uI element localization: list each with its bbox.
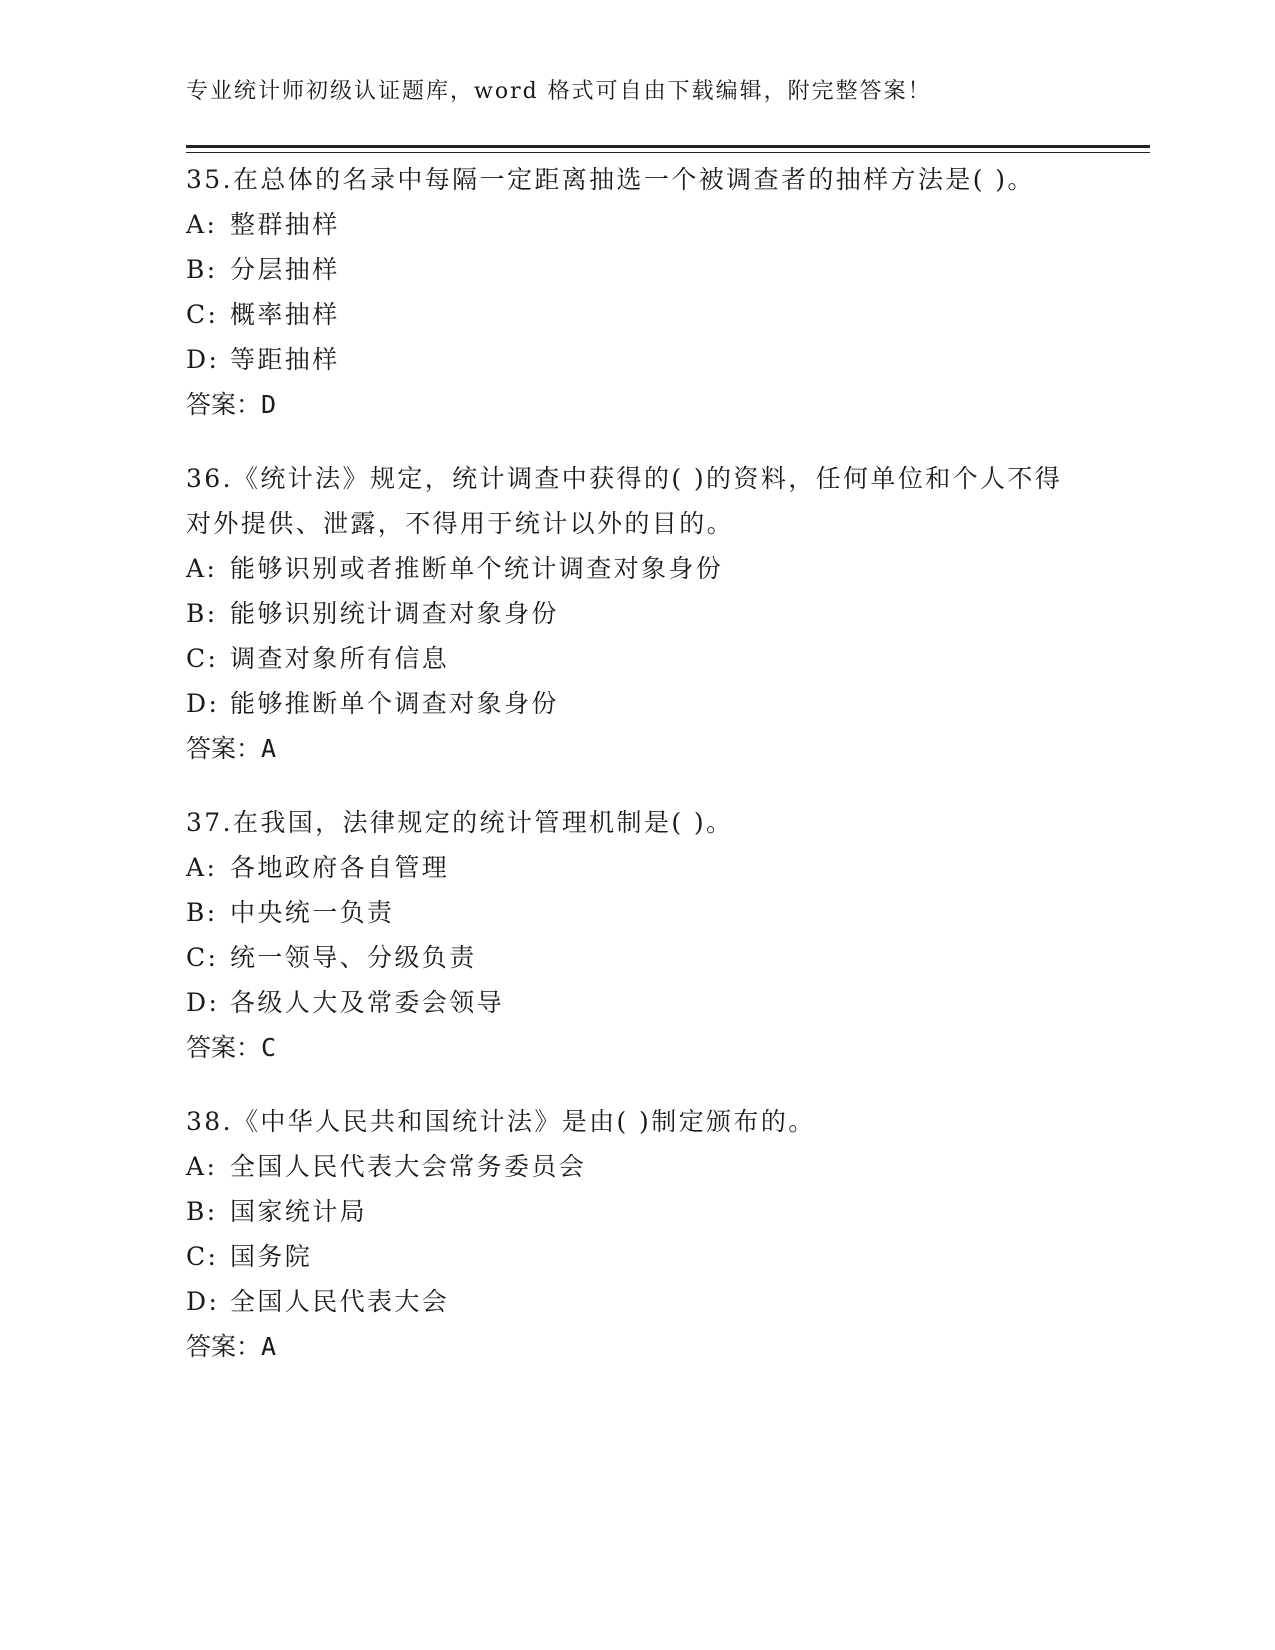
option-d bbox=[186, 337, 1086, 382]
option-text: 能够推断单个调查对象身份 bbox=[230, 689, 559, 718]
header-rule-thick bbox=[186, 145, 1150, 148]
answer-line bbox=[186, 1025, 1086, 1071]
option-text: 等距抽样 bbox=[230, 345, 340, 374]
option-text: 国务院 bbox=[230, 1242, 313, 1271]
option-text: 统一领导、分级负责 bbox=[230, 943, 477, 972]
option-letter: A: bbox=[186, 853, 218, 882]
option-letter: A: bbox=[186, 1152, 218, 1181]
option-d bbox=[186, 681, 1086, 726]
option-letter: D: bbox=[186, 345, 220, 374]
header-rule-thin bbox=[186, 152, 1150, 153]
question-text: 37.在我国，法律规定的统计管理机制是( )。 bbox=[186, 808, 734, 837]
question-35 bbox=[186, 157, 1086, 428]
option-letter: C: bbox=[186, 943, 219, 972]
option-c bbox=[186, 292, 1086, 337]
answer-line bbox=[186, 382, 1086, 428]
option-letter: D: bbox=[186, 689, 220, 718]
option-letter: A: bbox=[186, 554, 218, 583]
option-text: 全国人民代表大会常务委员会 bbox=[230, 1152, 587, 1181]
option-b bbox=[186, 1189, 1086, 1234]
option-text: 调查对象所有信息 bbox=[230, 644, 450, 673]
answer-line bbox=[186, 726, 1086, 772]
option-letter: D: bbox=[186, 1287, 220, 1316]
option-a bbox=[186, 1144, 1086, 1189]
option-letter: A: bbox=[186, 210, 218, 239]
question-list bbox=[186, 157, 1086, 1398]
answer-label: 答案： bbox=[186, 734, 262, 763]
option-a bbox=[186, 202, 1086, 247]
option-b bbox=[186, 247, 1086, 292]
option-letter: D: bbox=[186, 988, 220, 1017]
option-letter: C: bbox=[186, 644, 219, 673]
answer-label: 答案： bbox=[186, 390, 262, 419]
option-a bbox=[186, 546, 1086, 591]
option-text: 全国人民代表大会 bbox=[230, 1287, 450, 1316]
question-text: 36.《统计法》规定，统计调查中获得的( )的资料，任何单位和个人不得对外提供、泄露，不得用于统计以外的目的。 bbox=[186, 464, 1063, 538]
option-text: 中央统一负责 bbox=[230, 898, 395, 927]
answer-value: A bbox=[261, 1332, 277, 1361]
option-text: 分层抽样 bbox=[230, 255, 340, 284]
option-text: 概率抽样 bbox=[230, 300, 340, 329]
option-letter: B: bbox=[186, 898, 218, 927]
option-a bbox=[186, 845, 1086, 890]
option-text: 各级人大及常委会领导 bbox=[230, 988, 505, 1017]
option-text: 能够识别或者推断单个统计调查对象身份 bbox=[230, 554, 724, 583]
answer-value: A bbox=[261, 734, 277, 763]
question-38 bbox=[186, 1099, 1086, 1370]
option-letter: C: bbox=[186, 300, 219, 329]
question-37 bbox=[186, 800, 1086, 1071]
answer-value: D bbox=[261, 390, 277, 419]
page-header: 专业统计师初级认证题库，word 格式可自由下载编辑，附完整答案！ bbox=[186, 79, 932, 104]
option-text: 各地政府各自管理 bbox=[230, 853, 450, 882]
answer-label: 答案： bbox=[186, 1033, 262, 1062]
option-c bbox=[186, 636, 1086, 681]
question-text: 35.在总体的名录中每隔一定距离抽选一个被调查者的抽样方法是( )。 bbox=[186, 165, 1035, 194]
option-letter: B: bbox=[186, 255, 218, 284]
option-letter: B: bbox=[186, 599, 218, 628]
option-text: 国家统计局 bbox=[230, 1197, 368, 1226]
option-text: 能够识别统计调查对象身份 bbox=[230, 599, 559, 628]
answer-value: C bbox=[261, 1033, 277, 1062]
option-letter: B: bbox=[186, 1197, 218, 1226]
option-d bbox=[186, 1279, 1086, 1324]
option-text: 整群抽样 bbox=[230, 210, 340, 239]
question-36 bbox=[186, 456, 1086, 772]
option-b bbox=[186, 591, 1086, 636]
option-c bbox=[186, 935, 1086, 980]
answer-label: 答案： bbox=[186, 1332, 262, 1361]
option-d bbox=[186, 980, 1086, 1025]
option-c bbox=[186, 1234, 1086, 1279]
option-letter: C: bbox=[186, 1242, 219, 1271]
answer-line bbox=[186, 1324, 1086, 1370]
question-text: 38.《中华人民共和国统计法》是由( )制定颁布的。 bbox=[186, 1107, 816, 1136]
option-b bbox=[186, 890, 1086, 935]
